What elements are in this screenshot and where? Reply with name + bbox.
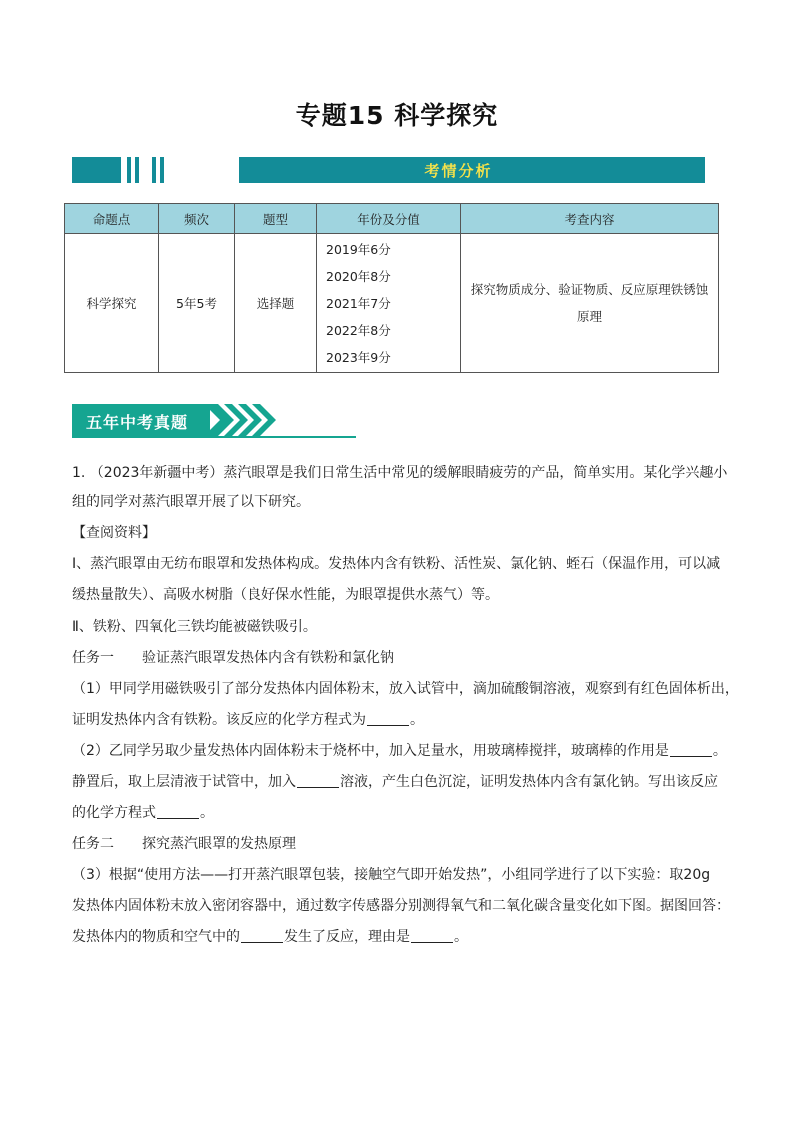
table-row xyxy=(65,234,719,373)
text-span: 发生了反应，理由是 xyxy=(284,929,410,945)
banner-left-block xyxy=(72,157,121,183)
answer-blank xyxy=(670,742,712,757)
page-title: 专题15 科学探究 xyxy=(295,101,499,130)
banner-bar xyxy=(615,157,619,183)
sub-question-3-cont xyxy=(72,922,732,952)
text-span: 证明发热体内含有铁粉。该反应的化学方程式为 xyxy=(72,712,366,728)
question-1-line: 1. （2023年新疆中考）蒸汽眼罩是我们日常生活中常见的缓解眼睛疲劳的产品，简单实用。某化学兴趣小 xyxy=(72,465,728,481)
text-span: （2）乙同学另取少量发热体内固体粉末于烧杯中，加入足量水，用玻璃棒搅拌，玻璃棒的作用是 xyxy=(72,743,669,759)
year-item: 2019年6分 xyxy=(326,241,391,257)
exam-analysis-table xyxy=(64,203,719,373)
banner-bar xyxy=(127,157,131,183)
section-underline xyxy=(72,436,356,438)
task-2-heading: 任务二 探究蒸汽眼罩的发热原理 xyxy=(72,836,296,852)
reference-2: Ⅱ、铁粉、四氧化三铁均能被磁铁吸引。 xyxy=(72,619,317,635)
section-label: 五年中考真题 xyxy=(86,413,189,432)
answer-blank xyxy=(411,928,453,943)
cell-content: 探究物质成分、验证物质、反应原理铁锈蚀原理 xyxy=(461,234,719,373)
question-1-line: 组的同学对蒸汽眼罩开展了以下研究。 xyxy=(72,494,310,510)
text-span: 。 xyxy=(410,712,424,728)
cell-type: 选择题 xyxy=(235,234,317,373)
banner-bar xyxy=(640,157,644,183)
analysis-banner xyxy=(72,157,705,183)
answer-blank xyxy=(297,773,339,788)
table-header-cell: 命题点 xyxy=(65,204,159,234)
cell-point: 科学探究 xyxy=(65,234,159,373)
text-span: 静置后，取上层清液于试管中，加入 xyxy=(72,774,296,790)
year-item: 2021年7分 xyxy=(326,295,391,311)
banner-label: 考情分析 xyxy=(424,161,493,180)
banner-main xyxy=(239,157,678,183)
cell-frequency: 5年5考 xyxy=(159,234,235,373)
text-span: 溶液，产生白色沉淀，证明发热体内含有氯化钠。写出该反应 xyxy=(340,774,718,790)
text-span: 。 xyxy=(712,743,727,759)
text-span: 。 xyxy=(200,805,214,821)
year-item: 2022年8分 xyxy=(326,322,391,338)
table-header-cell: 考查内容 xyxy=(461,204,719,234)
answer-blank xyxy=(241,928,283,943)
year-item: 2023年9分 xyxy=(326,349,391,365)
banner-right-block xyxy=(656,157,705,183)
answer-blank xyxy=(367,711,409,726)
year-item: 2020年8分 xyxy=(326,268,391,284)
section-label-box xyxy=(72,404,210,436)
answer-blank xyxy=(157,804,199,819)
text-span: 。 xyxy=(454,929,468,945)
banner-bar xyxy=(623,157,627,183)
banner-bar xyxy=(152,157,156,183)
section-stripes xyxy=(204,404,334,436)
sub-question-3: （3）根据“使用方法——打开蒸汽眼罩包装，接触空气即开始发热”，小组同学进行了以下实验：取20g xyxy=(72,867,711,883)
sub-question-2 xyxy=(72,736,732,766)
section-header xyxy=(72,402,356,438)
table-header-row xyxy=(65,204,719,234)
table-header-cell: 年份及分值 xyxy=(317,204,461,234)
sub-question-1-cont xyxy=(72,705,732,735)
text-span: 发热体内的物质和空气中的 xyxy=(72,929,240,945)
sub-question-2-cont xyxy=(72,767,732,797)
sub-question-3-cont: 发热体内固体粉末放入密闭容器中，通过数字传感器分别测得氧气和二氧化碳含量变化如下图。据图回答： xyxy=(72,898,730,914)
banner-bar xyxy=(135,157,139,183)
reference-heading: 【查阅资料】 xyxy=(72,525,156,541)
banner-bar xyxy=(648,157,652,183)
reference-1-cont: 缓热量散失）、高吸水树脂（良好保水性能，为眼罩提供水蒸气）等。 xyxy=(72,587,499,603)
task-1-heading: 任务一 验证蒸汽眼罩发热体内含有铁粉和氯化钠 xyxy=(72,650,394,666)
banner-bar xyxy=(160,157,164,183)
reference-1: Ⅰ、蒸汽眼罩由无纺布眼罩和发热体构成。发热体内含有铁粉、活性炭、氯化钠、蛭石（保温作用，可以减 xyxy=(72,556,721,572)
cell-years xyxy=(317,234,461,373)
table-header-cell: 题型 xyxy=(235,204,317,234)
table-header-cell: 频次 xyxy=(159,204,235,234)
sub-question-2-cont xyxy=(72,798,732,828)
sub-question-1: （1）甲同学用磁铁吸引了部分发热体内固体粉末，放入试管中，滴加硫酸铜溶液，观察到有红色固体析出， xyxy=(72,681,739,697)
text-span: 的化学方程式 xyxy=(72,805,156,821)
